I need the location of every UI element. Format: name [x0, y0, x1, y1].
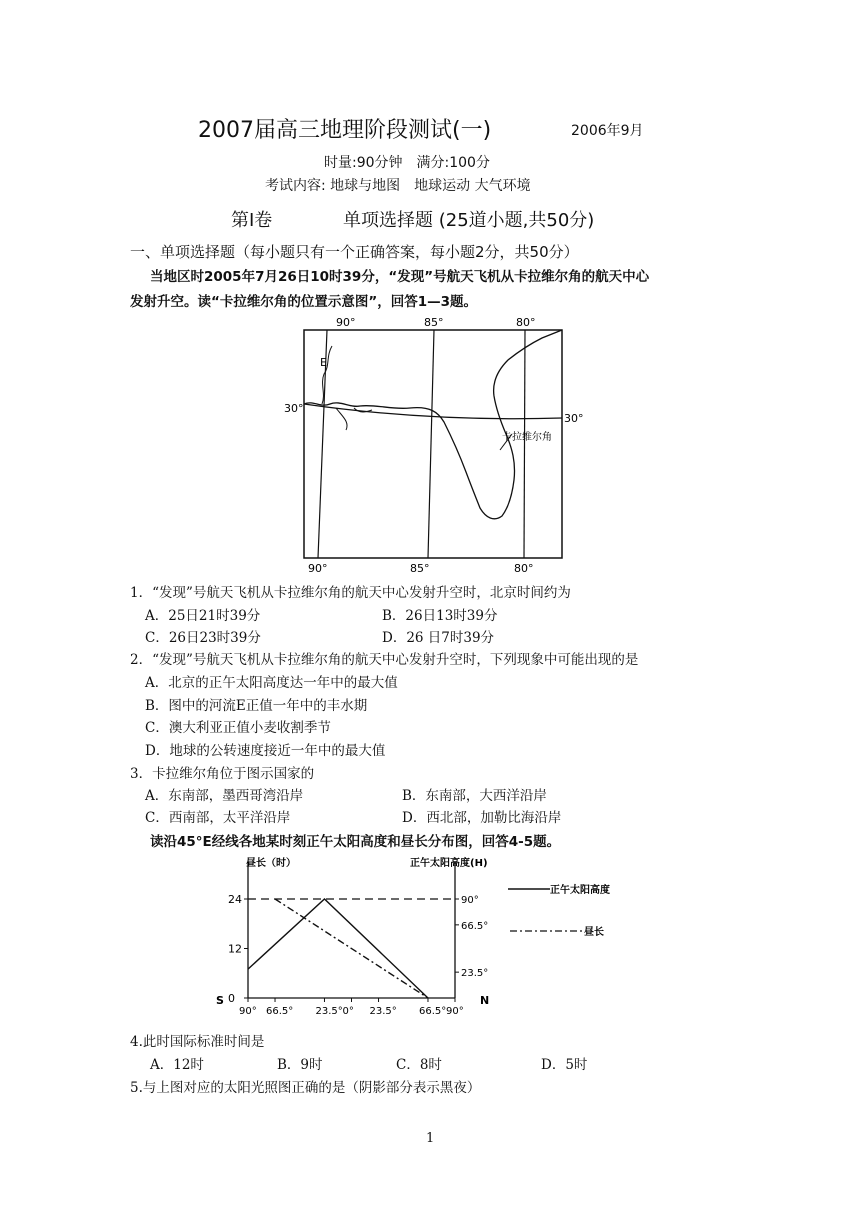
section-name: 单项选择题 (25道小题,共50分): [343, 210, 595, 231]
lon-top-80: 80°: [516, 316, 536, 329]
page-number: 1: [426, 1131, 435, 1146]
q4-option-d: D．5时: [541, 1057, 588, 1073]
right-axis-label: 正午太阳高度(H): [410, 858, 488, 869]
question-1-stem: 1．“发现”号航天飞机从卡拉维尔角的航天中心发射升空时，北京时间约为: [130, 585, 571, 601]
left-tick-label: 0: [228, 992, 235, 1005]
cape-canaveral-map: [280, 312, 590, 574]
sun-altitude-daylength-chart: [210, 852, 630, 1018]
time-score: 时量:90分钟 满分:100分: [324, 155, 490, 171]
lon-bottom-80: 80°: [514, 562, 534, 574]
exam-content: 考试内容: 地球与地图 地球运动 大气环境: [265, 178, 531, 194]
left-tick-label: 24: [228, 893, 242, 906]
left-tick-label: 12: [228, 942, 242, 956]
q3-option-c: C．西南部，太平洋沿岸: [145, 810, 291, 826]
lat-right-30: 30°: [564, 412, 584, 425]
legend-solar-altitude: 正午太阳高度: [550, 885, 610, 896]
left-axis-label: 昼长（时）: [246, 858, 296, 869]
river-e-label: E: [320, 356, 327, 369]
intro-2: 读沿45°E经线各地某时刻正午太阳高度和昼长分布图，回答4-5题。: [150, 834, 561, 850]
q4-option-a: A．12时: [150, 1057, 204, 1073]
question-5-stem: 5.与上图对应的太阳光照图正确的是（阴影部分表示黑夜）: [130, 1080, 481, 1096]
x-tick-label: 90°: [446, 1006, 464, 1017]
series-solar-altitude-line: [248, 899, 428, 998]
section-heading: 一、单项选择题（每小题只有一个正确答案，每小题2分，共50分）: [130, 243, 579, 261]
q3-option-d: D．西北部，加勒比海沿岸: [402, 810, 562, 826]
coast-detail: [336, 408, 372, 430]
x-tick-label: 90°: [239, 1006, 257, 1017]
cape-canaveral-label: 卡拉维尔角: [502, 432, 552, 443]
intro-line-1: 当地区时2005年7月26日10时39分，“发现”号航天飞机从卡拉维尔角的航天中心: [150, 269, 650, 285]
river-e: [322, 346, 332, 404]
q4-option-c: C．8时: [396, 1057, 442, 1073]
q2-option-d: D．地球的公转速度接近一年中的最大值: [145, 743, 386, 759]
q3-option-b: B．东南部，大西洋沿岸: [402, 788, 547, 804]
q2-option-b: B．图中的河流E正值一年中的丰水期: [145, 698, 368, 714]
legend-day-length: 昼长: [584, 927, 604, 938]
q2-option-c: C．澳大利亚正值小麦收割季节: [145, 720, 331, 736]
lon-bottom-85: 85°: [410, 562, 430, 574]
question-4-stem: 4.此时国际标准时间是: [130, 1034, 265, 1050]
x-tick-label: 23.5°: [315, 1006, 343, 1017]
lon-top-90: 90°: [336, 316, 356, 329]
q1-option-d: D．26 日7时39分: [382, 630, 495, 646]
q2-option-a: A．北京的正午太阳高度达一年中的最大值: [145, 675, 398, 691]
right-tick-label: 66.5°: [461, 920, 489, 932]
q1-option-a: A．25日21时39分: [145, 608, 261, 624]
intro-line-2: 发射升空。读“卡拉维尔角的位置示意图”，回答1—3题。: [130, 294, 478, 310]
section-part: 第Ⅰ卷: [231, 210, 273, 231]
right-tick-label: 90°: [461, 895, 479, 906]
meridian-85: [428, 330, 434, 558]
exam-date: 2006年9月: [571, 123, 644, 139]
q4-option-b: B．9时: [277, 1057, 323, 1073]
question-2-stem: 2．“发现”号航天飞机从卡拉维尔角的航天中心发射升空时，下列现象中可能出现的是: [130, 652, 639, 668]
q1-option-c: C．26日23时39分: [145, 630, 261, 646]
exam-title: 2007届高三地理阶段测试(一): [198, 118, 492, 143]
lat-left-30: 30°: [284, 402, 304, 415]
lon-top-85: 85°: [424, 316, 444, 329]
x-tick-label: 66.5°: [266, 1006, 294, 1017]
meridian-80: [524, 330, 525, 558]
series-day-length-line: [275, 899, 428, 998]
lon-bottom-90: 90°: [308, 562, 328, 574]
chart-legend: [508, 883, 610, 938]
q3-option-a: A．东南部，墨西哥湾沿岸: [145, 788, 304, 804]
x-tick-label: 66.5°: [418, 1006, 447, 1017]
right-tick-label: 23.5°: [461, 968, 489, 980]
question-3-stem: 3．卡拉维尔角位于图示国家的: [130, 766, 315, 782]
x-tick-label: 23.5°: [369, 1006, 397, 1017]
x-tick-label: 0°: [342, 1006, 354, 1017]
x-start-label: S: [216, 994, 224, 1007]
q1-option-b: B．26日13时39分: [382, 608, 498, 624]
x-end-label: N: [480, 994, 490, 1007]
